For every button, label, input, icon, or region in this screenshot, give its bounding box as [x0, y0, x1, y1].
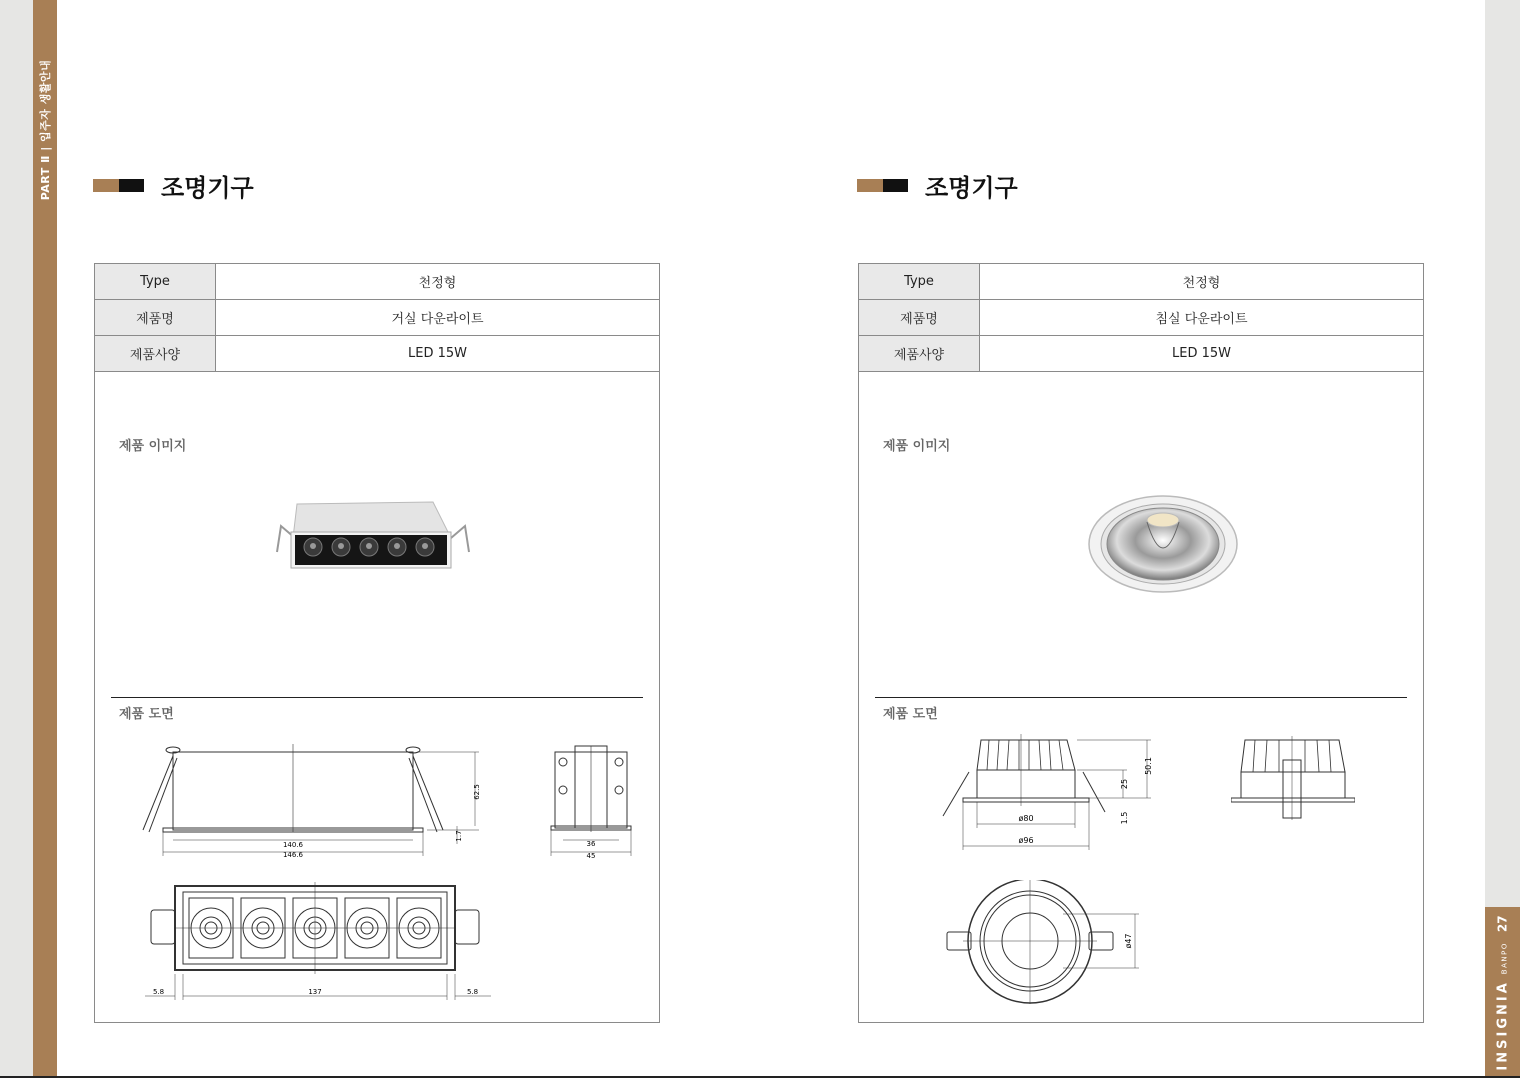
spec-table — [95, 264, 659, 372]
section-heading-right — [857, 172, 1018, 202]
dim-outer-length: 146.6 — [282, 851, 304, 859]
round-downlight-photo — [1087, 494, 1239, 594]
section-title: 조명기구 — [161, 173, 254, 202]
spec-row-type — [859, 264, 1423, 300]
spec-key: 제품사양 — [859, 336, 980, 372]
heading-marker-black — [119, 179, 144, 192]
dim-body-height: 25 — [1120, 778, 1129, 790]
left-margin-strip — [0, 0, 33, 1078]
product-image-label: 제품 이미지 — [883, 439, 951, 454]
spec-key: 제품명 — [859, 300, 980, 336]
heading-marker-brown — [93, 179, 119, 192]
dim-left-margin: 5.8 — [153, 988, 165, 996]
spec-value: 거실 다운라이트 — [216, 300, 660, 336]
spec-key: 제품사양 — [95, 336, 216, 372]
spec-value: 천정형 — [216, 264, 660, 300]
front-elevation-drawing — [137, 740, 497, 860]
spec-row-spec — [859, 336, 1423, 372]
product-image-label: 제품 이미지 — [119, 439, 187, 454]
spec-row-name — [859, 300, 1423, 336]
part-label: PART Ⅱ | 입주자 생활안내 — [39, 59, 52, 201]
spec-row-type — [95, 264, 659, 300]
spec-value: 천정형 — [980, 264, 1424, 300]
dim-inner-dia: ø80 — [1018, 814, 1034, 823]
spec-value: LED 15W — [980, 336, 1424, 372]
page-number: 27 — [1495, 914, 1509, 932]
round-side-drawing — [1231, 736, 1355, 822]
spec-key: 제품명 — [95, 300, 216, 336]
brand-sub: BANPO — [1500, 941, 1508, 974]
footer-brand — [1485, 907, 1520, 1078]
dim-height: 62.5 — [473, 784, 481, 800]
dim-total-height: 50.1 — [1144, 757, 1153, 775]
spec-row-spec — [95, 336, 659, 372]
section-title: 조명기구 — [925, 173, 1018, 202]
product-drawing-label: 제품 도면 — [119, 707, 174, 722]
round-bottom-drawing — [943, 880, 1143, 1010]
product-panel-right — [858, 263, 1424, 1023]
spec-value: 침실 다운라이트 — [980, 300, 1424, 336]
round-elevation-drawing — [937, 734, 1157, 854]
section-divider — [111, 697, 643, 698]
dim-side-outer: 45 — [586, 852, 596, 860]
heading-marker-black — [883, 179, 908, 192]
dim-center-length: 137 — [308, 988, 322, 996]
product-drawing-label: 제품 도면 — [883, 707, 938, 722]
bottom-view-drawing — [145, 882, 495, 1002]
section-divider — [875, 697, 1407, 698]
spec-row-name — [95, 300, 659, 336]
heading-marker-brown — [857, 179, 883, 192]
dim-side-inner: 36 — [586, 840, 596, 848]
spec-table — [859, 264, 1423, 372]
spec-value: LED 15W — [216, 336, 660, 372]
dim-inner-length: 140.6 — [282, 841, 304, 849]
brand-name: INSIGNIA — [1495, 979, 1510, 1071]
dim-flange: 1.5 — [1120, 811, 1129, 825]
product-panel-left — [94, 263, 660, 1023]
side-elevation-drawing — [547, 742, 633, 860]
spec-key: Type — [859, 264, 980, 300]
section-heading-left — [93, 172, 254, 202]
dim-outer-dia: ø96 — [1018, 836, 1034, 845]
dim-right-margin: 5.8 — [467, 988, 479, 996]
linear-downlight-photo — [273, 498, 473, 574]
dim-flange: 1.7 — [455, 830, 463, 842]
spec-key: Type — [95, 264, 216, 300]
dim-aperture: ø47 — [1124, 933, 1133, 949]
